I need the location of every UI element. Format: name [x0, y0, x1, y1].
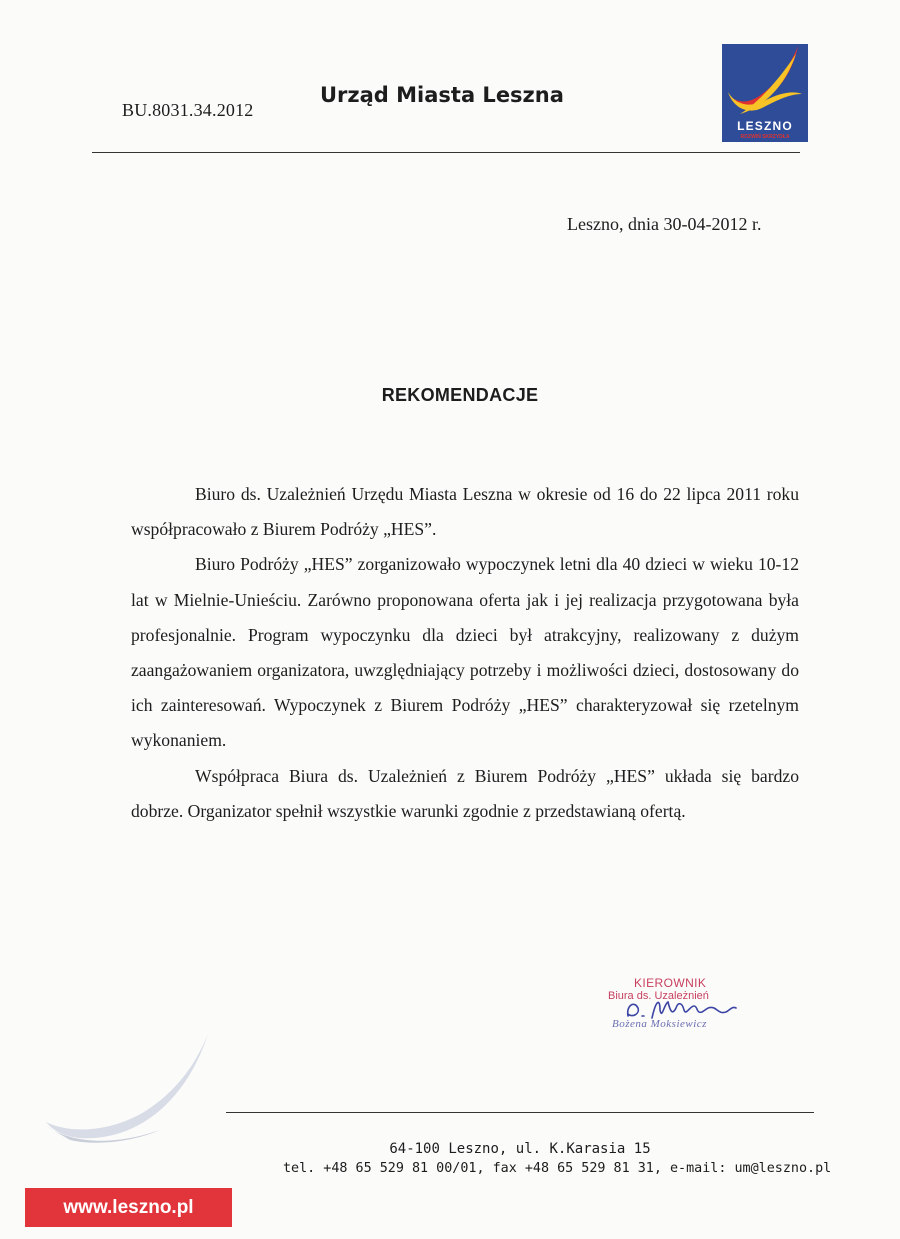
stamp-title: KIEROWNIK: [634, 976, 707, 990]
paragraph-3: Współpraca Biura ds. Uzależnień z Biurem Podróży „HES” układa się bardzo dobrze. Organizator spełnił wszystkie warunki zgodnie z przedstawianą ofertą.: [131, 765, 799, 821]
logo-tagline: ROZWIŃ SKRZYDŁA: [740, 134, 790, 140]
date-line: Leszno, dnia 30-04-2012 r.: [567, 214, 762, 234]
official-stamp: [598, 976, 748, 1040]
document-heading: REKOMENDACJE: [381, 385, 539, 405]
decorative-swoosh: [40, 1030, 220, 1150]
letter-body: [131, 477, 799, 829]
stamp-department: Biura ds. Uzależnień: [608, 990, 709, 1002]
office-name: Urząd Miasta Leszna: [320, 83, 564, 107]
footer-address: 64-100 Leszno, ul. K.Karasia 15: [389, 1141, 651, 1157]
leszno-logo: [722, 44, 808, 142]
stamp-name: Bożena Moksiewicz: [612, 1018, 707, 1030]
footer-contact: tel. +48 65 529 81 00/01, fax +48 65 529 81 31, e-mail: um@leszno.pl: [283, 1161, 832, 1176]
paragraph-2: Biuro Podróży „HES” zorganizowało wypoczynek letni dla 40 dzieci w wieku 10-12 lat w Mielnie-Unieściu. Zarówno proponowana oferta jak i jej realizacja przygotowana była profesjonalnie. Program wypoczynku dla dzieci był atrakcyjny, realizowany z dużym zaangażowaniem organizatora, uwzględniający potrzeby i możliwości dzieci, dostosowany do ich zainteresowań. Wypoczynek z Biurem Podróży „HES” charakteryzował się rzetelnym wykonaniem.: [131, 554, 799, 751]
website-banner: www.leszno.pl: [25, 1188, 232, 1227]
document-reference-number: BU.8031.34.2012: [122, 100, 254, 120]
footer-divider: [226, 1112, 814, 1113]
logo-wordmark: LESZNO: [737, 119, 793, 133]
paragraph-1: Biuro ds. Uzależnień Urzędu Miasta Leszna w okresie od 16 do 22 lipca 2011 roku współpracowało z Biurem Podróży „HES”.: [131, 484, 799, 540]
header-divider: [92, 152, 800, 153]
